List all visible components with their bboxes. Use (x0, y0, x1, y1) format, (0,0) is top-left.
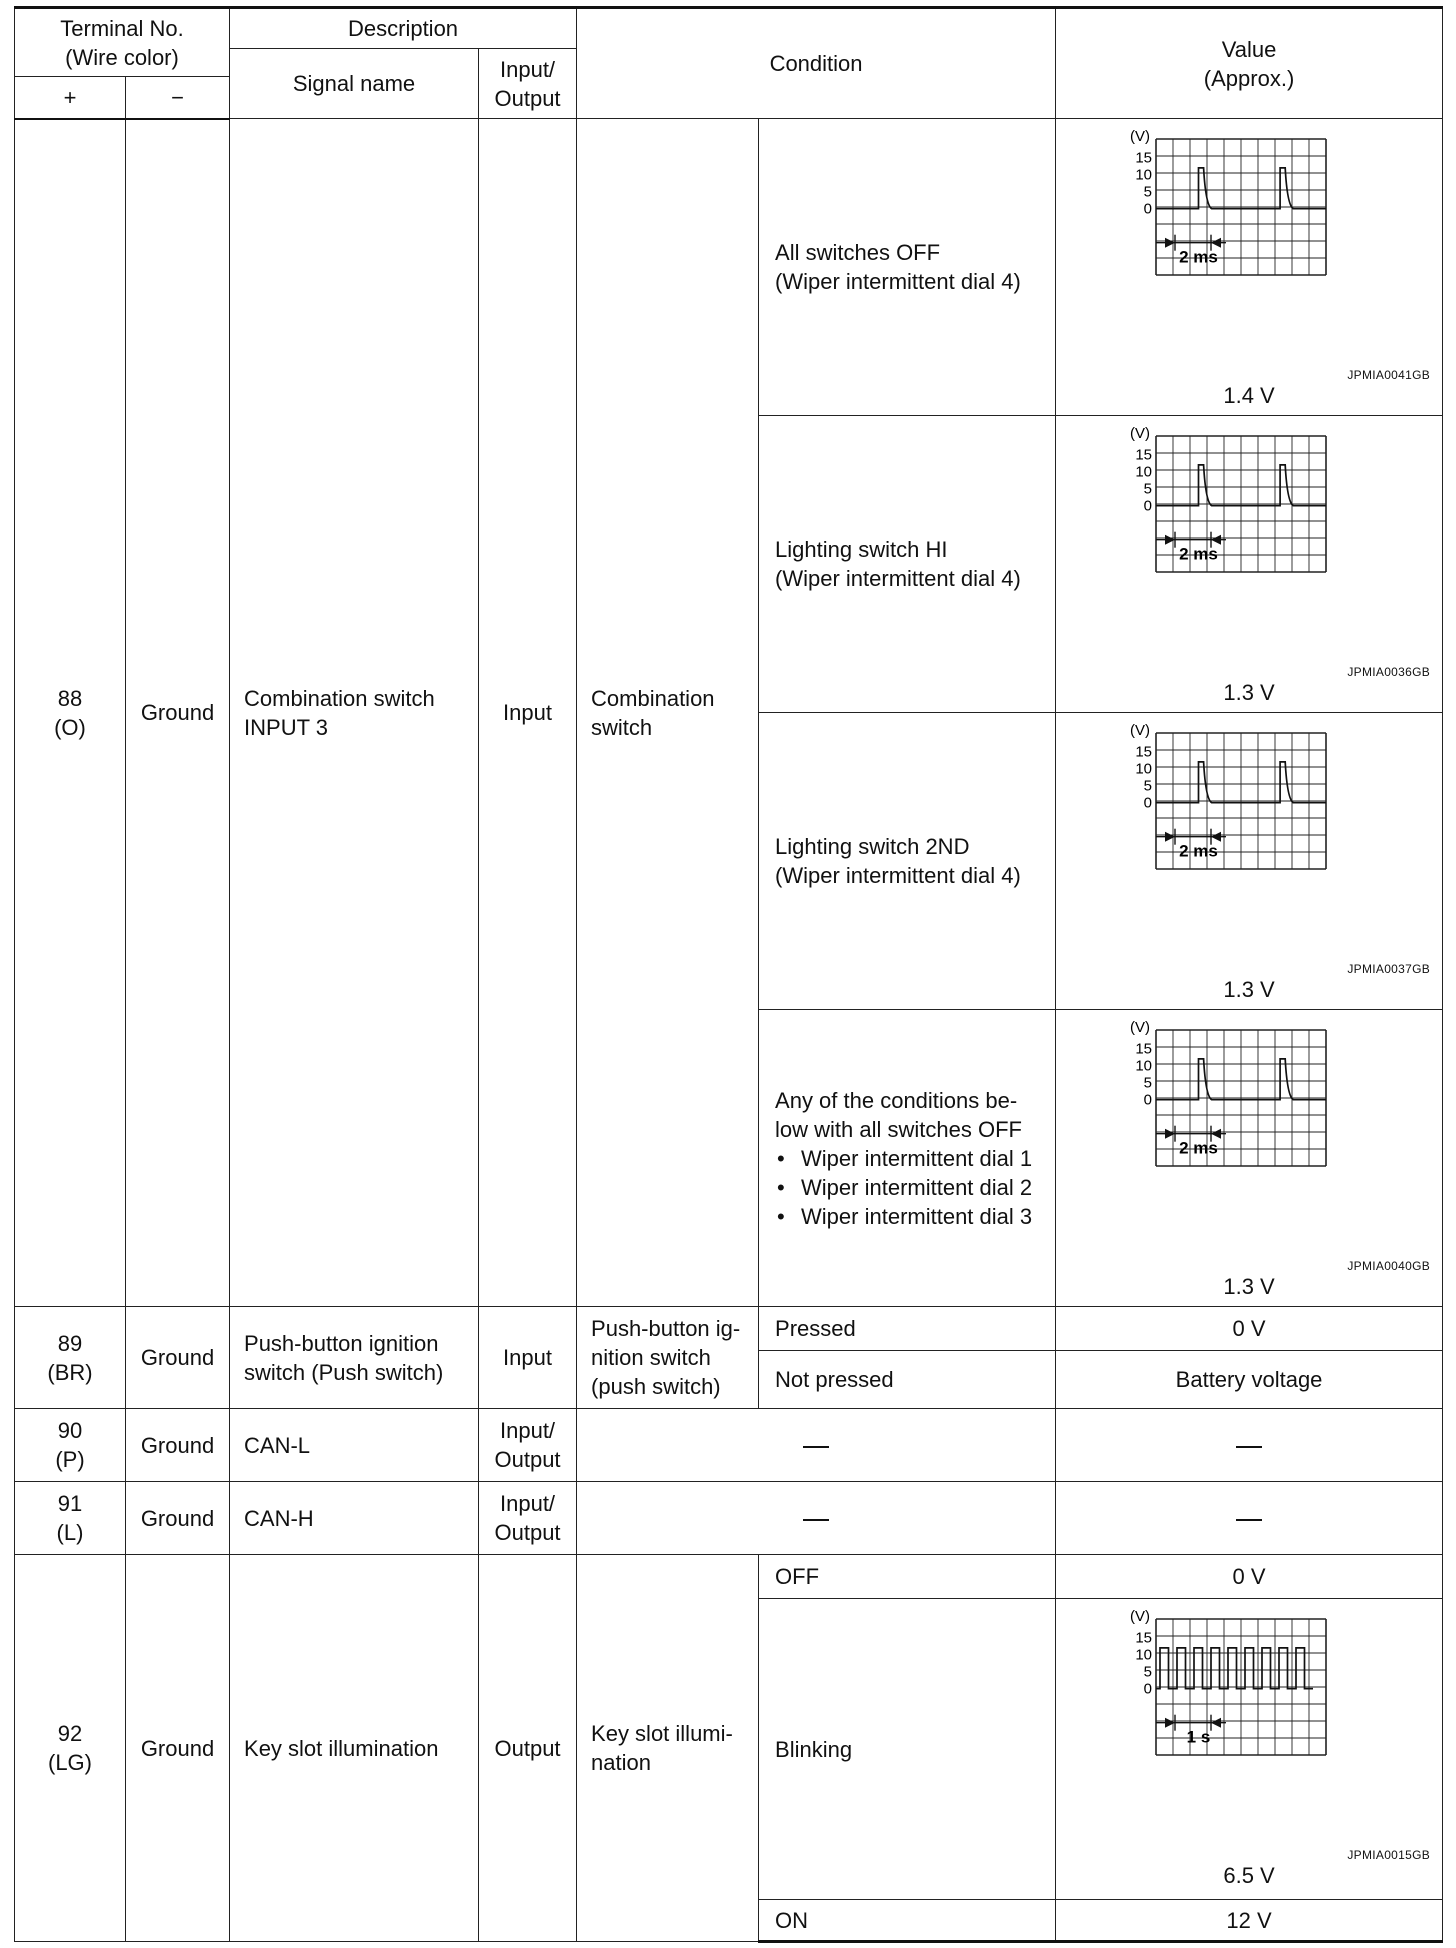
minus-92: Ground (126, 1555, 230, 1942)
subcond-89-1: Pressed (759, 1307, 1056, 1351)
header-minus: − (126, 77, 230, 119)
io-89: Input (479, 1307, 577, 1409)
y-tick-label: 0 (1143, 497, 1153, 515)
y-tick-label: 10 (1135, 1057, 1153, 1075)
time-scale-label: 2 ms (1179, 841, 1218, 861)
subcond-88-2: Lighting switch HI (Wiper intermittent dial 4) (759, 416, 1056, 713)
time-marker-arrow (1211, 535, 1221, 545)
signal-90: CAN-L (230, 1409, 479, 1482)
list-item: • Wiper intermittent dial 3 (775, 1202, 1041, 1231)
signal-91: CAN-H (230, 1482, 479, 1555)
terminal-spec-table (14, 6, 1443, 1943)
table-row-88-a (15, 119, 1443, 416)
header-description: Description (230, 8, 577, 49)
value-88-1 (1056, 119, 1443, 416)
y-tick-label: 15 (1135, 1040, 1153, 1058)
condition-88: Combination switch (577, 119, 759, 1307)
y-tick-label: 5 (1143, 183, 1153, 201)
value-approx: 1.3 V (1223, 680, 1275, 705)
subcond-92-3: ON (759, 1900, 1056, 1942)
waveform-92-2 (1056, 1599, 1442, 1899)
time-marker-arrow (1211, 832, 1221, 842)
condition-90 (577, 1409, 1056, 1482)
terminal-88: 88 (O) (15, 119, 126, 1307)
time-marker-arrow (1165, 535, 1175, 545)
terminal-90: 90 (P) (15, 1409, 126, 1482)
header-terminal-no (15, 8, 230, 77)
io-92: Output (479, 1555, 577, 1942)
signal-89: Push-button ignition switch (Push switch) (230, 1307, 479, 1409)
y-tick-label: 5 (1143, 1074, 1153, 1092)
condition-91 (577, 1482, 1056, 1555)
table-row-91 (15, 1482, 1443, 1555)
table-row-92-a (15, 1555, 1443, 1599)
header-terminal-no-label: Terminal No. (60, 15, 184, 41)
value-approx: 1.3 V (1223, 1274, 1275, 1299)
terminal-89: 89 (BR) (15, 1307, 126, 1409)
y-tick-label: 15 (1135, 446, 1153, 464)
terminal-91: 91 (L) (15, 1482, 126, 1555)
value-90 (1056, 1409, 1443, 1482)
figure-id: JPMIA0015GB (1347, 1848, 1431, 1862)
time-scale-label: 2 ms (1179, 1138, 1218, 1158)
terminal-spec-page (14, 6, 1442, 1943)
table-row-89-a (15, 1307, 1443, 1351)
y-tick-label: 10 (1135, 166, 1153, 184)
time-marker-arrow (1165, 832, 1175, 842)
subcond-88-3: Lighting switch 2ND (Wiper intermittent dial 4) (759, 713, 1056, 1010)
list-item: • Wiper intermittent dial 2 (775, 1173, 1041, 1202)
subcond-88-1: All switches OFF (Wiper intermittent dial 4) (759, 119, 1056, 416)
y-unit-label: (V) (1130, 425, 1151, 442)
signal-trace (1156, 1648, 1313, 1689)
waveform-88-2 (1056, 416, 1442, 712)
y-unit-label: (V) (1130, 1608, 1151, 1625)
dash-mark (1236, 1446, 1262, 1448)
y-tick-label: 0 (1143, 794, 1153, 812)
value-92-3: 12 V (1056, 1900, 1443, 1942)
value-92-1: 0 V (1056, 1555, 1443, 1599)
value-88-2 (1056, 416, 1443, 713)
header-plus: + (15, 77, 126, 119)
y-tick-label: 10 (1135, 463, 1153, 481)
header-wire-color-label: (Wire color) (65, 44, 179, 70)
minus-90: Ground (126, 1409, 230, 1482)
waveform-88-3 (1056, 713, 1442, 1009)
dash-mark (803, 1446, 829, 1448)
signal-92: Key slot illumination (230, 1555, 479, 1942)
header-row-1 (15, 8, 1443, 49)
value-89-1: 0 V (1056, 1307, 1443, 1351)
header-signal-name: Signal name (230, 49, 479, 119)
time-scale-label: 1 s (1186, 1727, 1211, 1747)
y-tick-label: 5 (1143, 480, 1153, 498)
header-value-label: Value (1221, 36, 1277, 62)
oscilloscope-plot (1096, 719, 1376, 899)
waveform-88-4 (1056, 1010, 1442, 1306)
value-92-2 (1056, 1599, 1443, 1900)
figure-id: JPMIA0036GB (1347, 665, 1431, 679)
y-tick-label: 15 (1135, 149, 1153, 167)
value-88-3 (1056, 713, 1443, 1010)
time-marker-arrow (1165, 1129, 1175, 1139)
list-item: • Wiper intermittent dial 1 (775, 1144, 1041, 1173)
y-tick-label: 15 (1135, 743, 1153, 761)
subcond-88-4-list (775, 1144, 1041, 1231)
signal-88: Combination switch INPUT 3 (230, 119, 479, 1307)
y-unit-label: (V) (1130, 128, 1151, 145)
oscilloscope-plot (1096, 125, 1376, 305)
figure-id: JPMIA0040GB (1347, 1259, 1431, 1273)
minus-89: Ground (126, 1307, 230, 1409)
time-marker-arrow (1165, 1718, 1175, 1728)
header-value (1056, 8, 1443, 119)
io-90: Input/ Output (479, 1409, 577, 1482)
y-tick-label: 5 (1143, 1663, 1153, 1681)
time-marker-arrow (1211, 238, 1221, 248)
subcond-88-4-lead: Any of the conditions be- low with all switches OFF (775, 1087, 1022, 1142)
time-scale-label: 2 ms (1179, 544, 1218, 564)
waveform-88-1 (1056, 119, 1442, 415)
y-tick-label: 10 (1135, 1646, 1153, 1664)
y-tick-label: 10 (1135, 760, 1153, 778)
figure-id: JPMIA0041GB (1347, 368, 1431, 382)
condition-89: Push-button ig- nition switch (push switch) (577, 1307, 759, 1409)
io-91: Input/ Output (479, 1482, 577, 1555)
oscilloscope-plot (1096, 1016, 1376, 1196)
minus-88: Ground (126, 119, 230, 1307)
figure-id: JPMIA0037GB (1347, 962, 1431, 976)
oscilloscope-plot (1096, 1605, 1376, 1785)
dash-mark (803, 1519, 829, 1521)
oscilloscope-plot (1096, 422, 1376, 602)
table-row-90 (15, 1409, 1443, 1482)
subcond-88-4 (759, 1010, 1056, 1307)
y-unit-label: (V) (1130, 1019, 1151, 1036)
y-tick-label: 0 (1143, 1680, 1153, 1698)
terminal-92: 92 (LG) (15, 1555, 126, 1942)
dash-mark (1236, 1519, 1262, 1521)
time-marker-arrow (1211, 1718, 1221, 1728)
value-91 (1056, 1482, 1443, 1555)
subcond-89-2: Not pressed (759, 1351, 1056, 1409)
value-approx: 6.5 V (1223, 1863, 1275, 1888)
io-88: Input (479, 119, 577, 1307)
minus-91: Ground (126, 1482, 230, 1555)
header-input-output: Input/ Output (479, 49, 577, 119)
time-scale-label: 2 ms (1179, 247, 1218, 267)
y-tick-label: 5 (1143, 777, 1153, 795)
value-88-4 (1056, 1010, 1443, 1307)
time-marker-arrow (1211, 1129, 1221, 1139)
y-tick-label: 15 (1135, 1629, 1153, 1647)
y-tick-label: 0 (1143, 200, 1153, 218)
value-89-2: Battery voltage (1056, 1351, 1443, 1409)
value-approx: 1.3 V (1223, 977, 1275, 1002)
condition-92: Key slot illumi- nation (577, 1555, 759, 1942)
subcond-92-1: OFF (759, 1555, 1056, 1599)
subcond-92-2: Blinking (759, 1599, 1056, 1900)
y-tick-label: 0 (1143, 1091, 1153, 1109)
header-approx-label: (Approx.) (1203, 65, 1295, 91)
y-unit-label: (V) (1130, 722, 1151, 739)
value-approx: 1.4 V (1223, 383, 1275, 408)
time-marker-arrow (1165, 238, 1175, 248)
header-condition: Condition (577, 8, 1056, 119)
